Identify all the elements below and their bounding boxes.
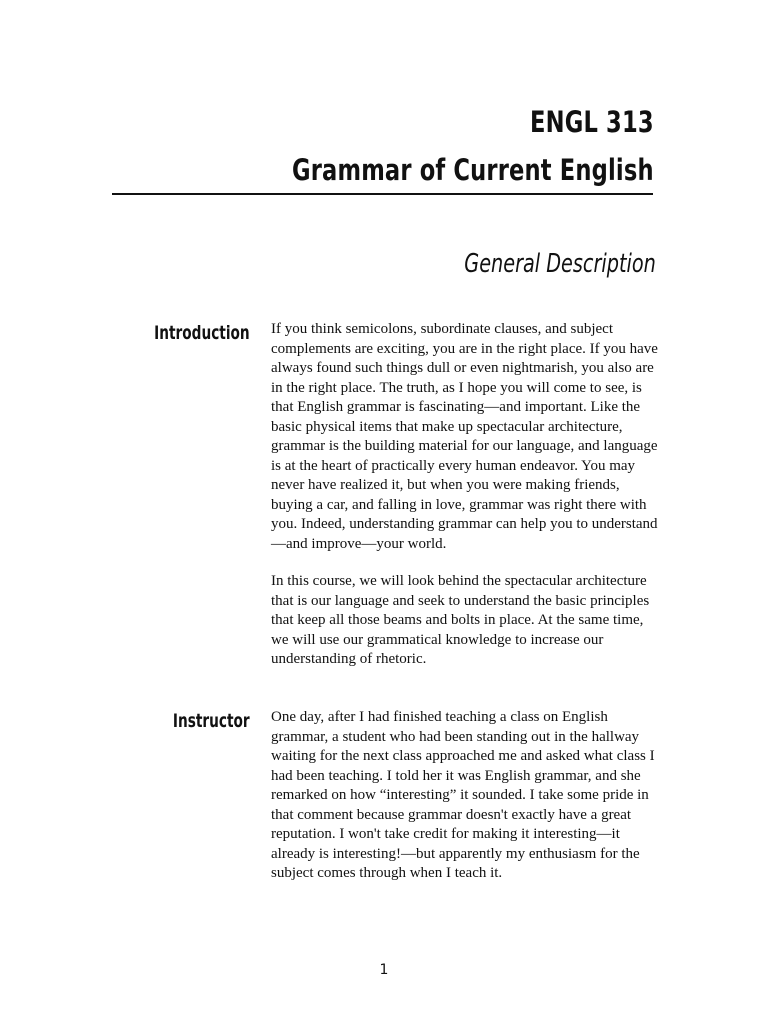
introduction-paragraph-1: If you think semicolons, subordinate clauses, and subject complements are exciting, you are in the right place. If you have always found such things dull or even nightmarish, you also are in the right place. The truth, as I hope you will come to see, is that English grammar is fascinating—and important. Like the basic physical items that make up spectacular architecture, grammar is the building material for our language, and language is at the heart of practically every human endeavor. You may never have realized it, but when you were making friends, buying a car, and falling in love, grammar was right there with you. Indeed, understanding grammar can help you to understand—and improve—your world. xyxy=(271,321,658,552)
document-title xyxy=(190,98,654,194)
introduction-body xyxy=(271,320,659,670)
instructor-label: Instructor xyxy=(173,710,250,732)
instructor-paragraph-1: One day, after I had finished teaching a class on English grammar, a student who had been standing out in the hallway waiting for the next class approached me and asked what class I had been teaching. I told her it was English grammar, and she remarked on how “interesting” it sounded. I take some pride in that comment because grammar doesn't exactly have a great reputation. I won't take credit for making it interesting—it already is interesting!—but apparently my enthusiasm for the subject comes through when I teach it. xyxy=(271,709,655,881)
course-code: ENGL 313 xyxy=(530,105,654,139)
title-divider xyxy=(112,193,653,195)
instructor-body xyxy=(271,708,659,884)
section-heading: General Description xyxy=(464,249,656,279)
introduction-label: Introduction xyxy=(154,322,250,344)
course-title: Grammar of Current English xyxy=(292,153,654,187)
page-number: 1 xyxy=(379,962,389,978)
introduction-paragraph-2: In this course, we will look behind the spectacular architecture that is our language and seek to understand the basic principles that keep all those beams and bolts in place. At the same time, we will use our grammatical knowledge to increase our understanding of rhetoric. xyxy=(271,573,650,667)
